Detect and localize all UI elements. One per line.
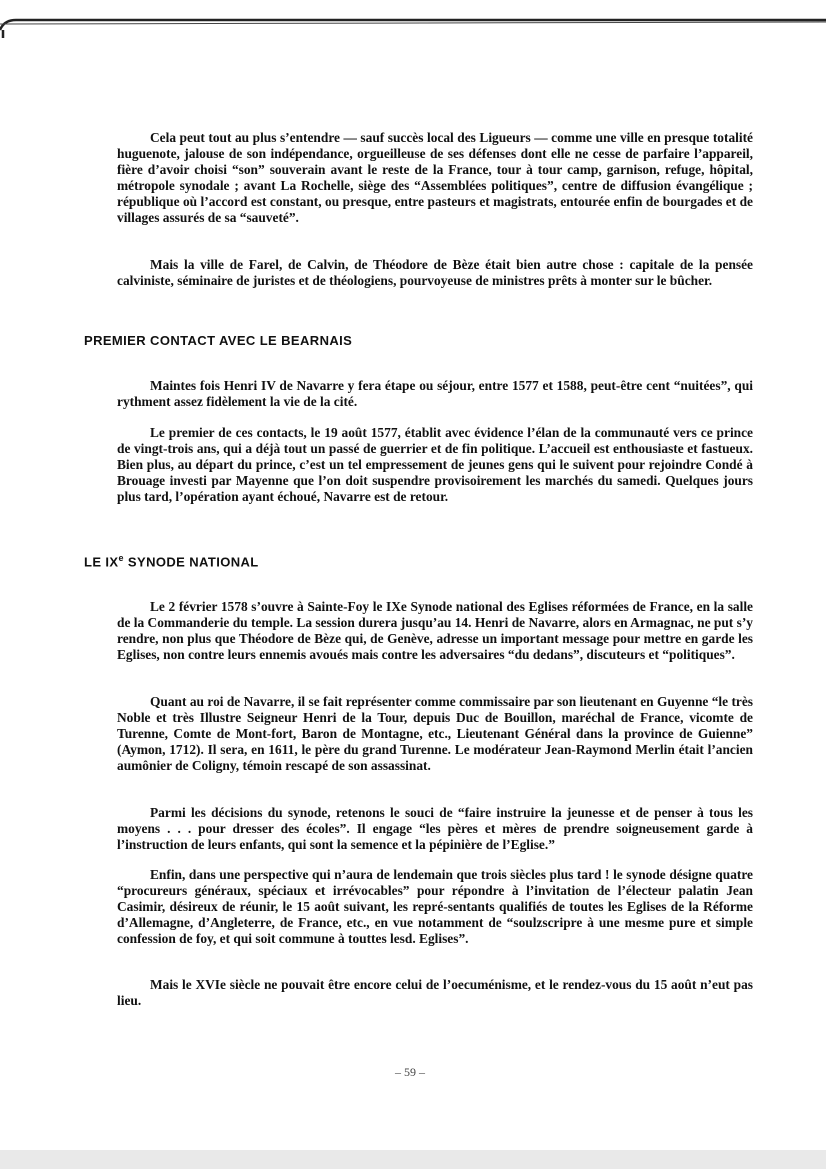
heading-text-suffix: SYNODE NATIONAL: [123, 554, 259, 570]
scan-top-border: [0, 16, 826, 38]
heading-superscript: e: [118, 553, 124, 563]
paragraph-ville-de-farel: Mais la ville de Farel, de Calvin, de Théodore de Bèze était bien autre chose : capitale de la pensée calviniste, séminaire de juristes et de théologiens, pourvoyeuse de ministres prêts à monter sur le bûcher.: [117, 257, 753, 288]
paragraph-synode-ouverture: Le 2 février 1578 s’ouvre à Sainte-Foy le IXe Synode national des Eglises réformées de France, en la salle de la Commanderie du temple. La session durera jusqu’au 14. Henri de Navarre, alors en Armagnac, ne put s’y rendre, non plus que Théodore de Bèze qui, de Genève, adresse un important message pour mettre en garde les Eglises, non contre leurs ennemis avoués mais contre les adversaires “du dedans”, discuteurs et “politiques”.: [117, 599, 753, 662]
paragraph-roi-de-navarre: Quant au roi de Navarre, il se fait représenter comme commissaire par son lieutenant en Guyenne “le très Noble et très Illustre Seigneur Henri de la Tour, depuis Duc de Bouillon, maréchal de France, vicomte de Turenne, Comte de Mont-fort, Baron de Montagne, etc., Lieutenant Général dans la province de Guienne” (Aymon, 1712). Il sera, en 1611, le père du grand Turenne. Le modérateur Jean-Raymond Merlin était l’ancien aumônier de Coligny, témoin rescapé de son assassinat.: [117, 694, 753, 773]
section-heading-synode-national: [84, 553, 259, 569]
paragraph-decisions-synode: Parmi les décisions du synode, retenons le souci de “faire instruire la jeunesse et de penser à tous les moyens . . . pour dresser des écoles”. Il engage “les pères et mères de prendre soigneusement garde à l’instruction de leurs enfants, qui sont la semence et la pépinière de l’Eglise.”: [117, 805, 753, 852]
paragraph-premier-contact: Le premier de ces contacts, le 19 août 1577, établit avec évidence l’élan de la communauté vers ce prince de vingt-trois ans, qui a déjà tout un passé de guerrier et de fin politique. L’accueil est enthousiaste et fastueux. Bien plus, au départ du prince, c’est un tel empressement de jeunes gens qui le suivent pour rejoindre Condé à Brouage investi par Mayenne que l’on doit suspendre provisoirement les marchés du samedi. Quelques jours plus tard, l’opération ayant échoué, Navarre est de retour.: [117, 425, 753, 504]
section-heading-premier-contact: PREMIER CONTACT AVEC LE BEARNAIS: [84, 333, 353, 348]
heading-text: LE IX: [84, 554, 119, 570]
paragraph-ville-huguenote: Cela peut tout au plus s’entendre — sauf succès local des Ligueurs — comme une ville en presque totalité huguenote, jalouse de son indépendance, orgueilleuse de ses défenses dont elle ne cesse de parfaire l’appareil, fière d’avoir choisi “son” souverain avant le reste de la France, tour à tour camp, garnison, refuge, hôpital, métropole synodale ; avant La Rochelle, siège des “Assemblées politiques”, centre de diffusion évangélique ; république où l’accord est constant, ou presque, entre pasteurs et magistrats, entourée enfin de bourgades et de villages assurés de sa “sauveté”.: [117, 130, 753, 225]
page-number: – 59 –: [395, 1065, 425, 1079]
scan-bottom-edge: [0, 1150, 826, 1169]
paragraph-enfin-perspective: Enfin, dans une perspective qui n’aura de lendemain que trois siècles plus tard ! le synode désigne quatre “procureurs généraux, spéciaux et irrévocables” pour répondre à l’invitation de l’électeur palatin Jean Casimir, désireux de réunir, le 15 août suivant, les repré-sentants qualifiés de toutes les Eglises de la Réforme d’Allemagne, d’Angleterre, de France, etc., en vue notamment de “soulzscripre à une mesme pure et simple confession de foy, et qui soit commune à touttes lesd. Eglises”.: [117, 867, 753, 946]
paragraph-oecumenisme: Mais le XVIe siècle ne pouvait être encore celui de l’oecuménisme, et le rendez-vous du 15 août n’eut pas lieu.: [117, 977, 753, 1008]
paragraph-maintes-fois: Maintes fois Henri IV de Navarre y fera étape ou séjour, entre 1577 et 1588, peut-être cent “nuitées”, qui rythment assez fidèlement la vie de la cité.: [117, 378, 753, 409]
